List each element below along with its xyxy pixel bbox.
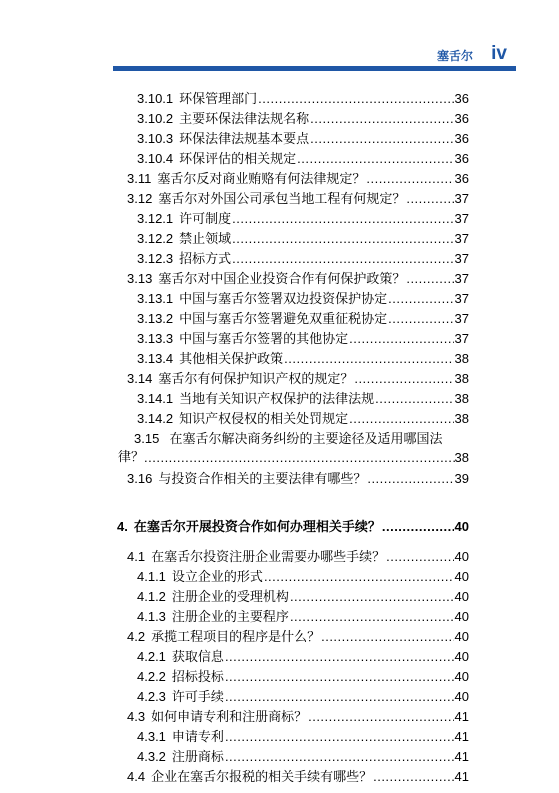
toc-entry-number: 3.10.2: [137, 111, 174, 126]
toc-leader-dots: [232, 249, 453, 268]
toc-leader-dots: [308, 707, 453, 726]
toc-entry-page: 41: [454, 749, 469, 764]
toc-entry-number: 4.3.2: [137, 749, 166, 764]
toc-entry-page: 36: [454, 111, 469, 126]
toc-entry-title: 许可制度: [179, 212, 232, 227]
toc-leader-dots: [375, 389, 453, 408]
toc-leader-dots: [144, 448, 455, 467]
toc-leader-dots: [225, 687, 454, 706]
toc-entry-number: 4.1.2: [137, 589, 166, 604]
toc-entry-page: 38: [454, 371, 469, 386]
toc-entry-number: 3.13.3: [137, 331, 174, 346]
toc-entry-number: 4.1: [127, 549, 146, 564]
toc-entry-page: 37: [454, 331, 469, 346]
toc-entry-number: 3.14: [127, 371, 153, 386]
toc-entry[interactable]: [127, 469, 469, 488]
toc-leader-dots: [264, 567, 454, 586]
toc-entry[interactable]: [137, 349, 469, 368]
toc-leader-dots: [232, 209, 453, 228]
toc-leader-dots: [321, 627, 453, 646]
toc-entry-title: 环保评估的相关规定: [179, 152, 297, 167]
toc-entry[interactable]: [127, 169, 469, 188]
toc-entry-number: 3.12: [127, 191, 153, 206]
toc-entry[interactable]: [137, 667, 469, 686]
toc-leader-dots: [225, 747, 454, 766]
toc-entry-title: 当地有关知识产权保护的法律法规: [179, 392, 375, 407]
toc-entry-number: 4.3: [127, 709, 146, 724]
toc-entry[interactable]: [127, 547, 469, 566]
toc-leader-dots: [232, 229, 453, 248]
toc-entry-title: 注册企业的主要程序: [171, 610, 289, 625]
toc-entry-title: 申请专利: [171, 730, 224, 745]
toc-leader-dots: [310, 109, 453, 128]
toc-entry-title: 在塞舌尔开展投资合作如何办理相关手续？: [133, 520, 381, 535]
toc-entry-number: 3.14.2: [137, 411, 174, 426]
toc-entry-page: 39: [454, 471, 469, 486]
toc-entry-title: 中国与塞舌尔签署双边投资保护协定: [179, 292, 388, 307]
toc-entry[interactable]: [137, 409, 469, 428]
toc-entry-title: 在塞舌尔投资注册企业需要办哪些手续？: [151, 550, 386, 565]
toc-entry-title: 主要环保法律法规名称: [179, 112, 310, 127]
toc-entry-line-1: [134, 429, 442, 449]
toc-entry[interactable]: [137, 89, 469, 108]
toc-entry-title: 塞舌尔反对商业贿赂有何法律规定？: [157, 172, 366, 187]
toc-entry[interactable]: [127, 269, 469, 288]
toc-entry-title: 与投资合作相关的主要法律有哪些？: [158, 472, 367, 487]
toc-entry-number: 3.12.2: [137, 231, 174, 246]
toc-entry[interactable]: [137, 647, 469, 666]
toc-entry-title: 注册商标: [171, 750, 224, 765]
toc-leader-dots: [406, 269, 453, 288]
toc-entry-title: 塞舌尔对外国公司承包当地工程有何规定？: [158, 192, 406, 207]
toc-entry-page: 41: [454, 709, 469, 724]
toc-entry-number: 4.3.1: [137, 729, 166, 744]
toc-entry-title: 承揽工程项目的程序是什么？: [151, 630, 321, 645]
toc-entry[interactable]: [137, 109, 469, 128]
toc-leader-dots: [225, 667, 454, 686]
toc-entry-page: 40: [454, 609, 469, 624]
toc-entry[interactable]: [127, 707, 469, 726]
toc-entry-number: 4.2.2: [137, 669, 166, 684]
toc-leader-dots: [225, 727, 454, 746]
toc-entry-title: 禁止领域: [179, 232, 232, 247]
toc-entry-number: 4.2: [127, 629, 146, 644]
toc-entry-page: 37: [454, 311, 469, 326]
toc-entry-number: 3.12.1: [137, 211, 174, 226]
toc-entry-number: 3.12.3: [137, 251, 174, 266]
toc-entry-page: 37: [454, 231, 469, 246]
toc-leader-dots: [354, 369, 453, 388]
toc-entry-title: 招标方式: [179, 252, 232, 267]
toc-entry-number: 3.10.1: [137, 91, 174, 106]
toc-entry-page: 37: [454, 191, 469, 206]
toc-leader-dots: [366, 169, 453, 188]
toc-leader-dots: [225, 647, 454, 666]
toc-entry-title: 中国与塞舌尔签署的其他协定: [179, 332, 349, 347]
toc-entry-title: 许可手续: [171, 690, 224, 705]
toc-entry-page: 38: [454, 391, 469, 406]
toc-entry-page: 40: [454, 589, 469, 604]
toc-leader-dots: [406, 189, 453, 208]
toc-entry-page: 40: [454, 629, 469, 644]
toc-chapter-entry[interactable]: [117, 517, 469, 536]
toc-entry-title: 注册企业的受理机构: [171, 590, 289, 605]
toc-entry-title: 其他相关保护政策: [179, 352, 284, 367]
toc-entry-number: 3.13: [127, 271, 153, 286]
toc-leader-dots: [382, 517, 454, 536]
toc-leader-dots: [367, 469, 453, 488]
toc-entry-page: 36: [454, 151, 469, 166]
toc-entry-number: 4.1.1: [137, 569, 166, 584]
toc-entry-title: 知识产权侵权的相关处罚规定: [179, 412, 349, 427]
toc-entry[interactable]: [137, 289, 469, 308]
toc-entry-page: 38: [454, 411, 469, 426]
toc-entry-number: 3.11: [127, 171, 152, 186]
toc-entry[interactable]: [137, 329, 469, 348]
toc-entry-page: 41: [454, 729, 469, 744]
toc-entry-page: 37: [454, 251, 469, 266]
toc-leader-dots: [284, 349, 453, 368]
toc-entry[interactable]: [127, 627, 469, 646]
toc-entry-number: 4.1.3: [137, 609, 166, 624]
toc-leader-dots: [290, 607, 454, 626]
toc-entry[interactable]: [127, 767, 469, 786]
running-header-title: 塞舌尔: [436, 49, 473, 63]
header-rule: [113, 66, 516, 71]
toc-leader-dots: [388, 289, 453, 308]
toc-entry-page: 37: [454, 211, 469, 226]
toc-entry-number: 3.13.4: [137, 351, 174, 366]
toc-entry[interactable]: [127, 369, 469, 388]
toc-entry-number: 4.2.3: [137, 689, 166, 704]
toc-entry-page: 36: [454, 171, 469, 186]
toc-leader-dots: [388, 309, 453, 328]
toc-entry-title: 环保管理部门: [179, 92, 258, 107]
toc-entry-title: 中国与塞舌尔签署避免双重征税协定: [179, 312, 388, 327]
toc-entry-number: 4.2.1: [137, 649, 166, 664]
toc-entry[interactable]: [137, 747, 469, 766]
toc-entry-page: 38: [454, 351, 469, 366]
toc-entry-number: 3.10.4: [137, 151, 174, 166]
toc-leader-dots: [290, 587, 454, 606]
toc-entry-page: 37: [454, 271, 469, 286]
toc-entry-title: 在塞舌尔解决商务纠纷的主要途径及适用哪国法: [169, 432, 443, 447]
toc-entry-number: 4.: [117, 519, 128, 534]
toc-entry[interactable]: [0, 429, 559, 467]
toc-entry[interactable]: [137, 249, 469, 268]
toc-leader-dots: [310, 129, 453, 148]
toc-entry[interactable]: [137, 727, 469, 746]
toc-entry[interactable]: [137, 587, 469, 606]
toc-entry-page: 40: [454, 689, 469, 704]
toc-leader-dots: [386, 547, 453, 566]
toc-entry[interactable]: [137, 389, 469, 408]
toc-entry-page: 40: [454, 569, 469, 584]
toc-entry-title: 招标投标: [171, 670, 224, 685]
toc-entry-title: 塞舌尔有何保护知识产权的规定？: [158, 372, 354, 387]
toc-leader-dots: [297, 149, 453, 168]
toc-entry-page: 36: [454, 91, 469, 106]
toc-entry-page: 40: [454, 549, 469, 564]
toc-entry-number: 3.16: [127, 471, 153, 486]
toc-entry[interactable]: [127, 189, 469, 208]
toc-leader-dots: [349, 409, 453, 428]
toc-entry[interactable]: [137, 229, 469, 248]
toc-entry-line-2: [118, 448, 469, 467]
toc-entry-page: 38: [454, 450, 469, 465]
toc-entry-number: 3.15: [134, 431, 160, 446]
toc-leader-dots: [373, 767, 453, 786]
toc-entry-title: 环保法律法规基本要点: [179, 132, 310, 147]
toc-entry-page: 40: [454, 669, 469, 684]
toc-entry-title: 设立企业的形式: [171, 570, 263, 585]
toc-entry-title: 企业在塞舌尔报税的相关手续有哪些？: [151, 770, 373, 785]
toc-entry-page: 37: [454, 291, 469, 306]
toc-entry-title: 如何申请专利和注册商标？: [151, 710, 308, 725]
toc-leader-dots: [349, 329, 453, 348]
toc-entry-page: 40: [454, 649, 469, 664]
toc-entry[interactable]: [137, 209, 469, 228]
toc-entry-number: 3.10.3: [137, 131, 174, 146]
toc-entry-number: 3.13.2: [137, 311, 174, 326]
toc-entry[interactable]: [137, 149, 469, 168]
toc-entry-number: 3.13.1: [137, 291, 174, 306]
toc-leader-dots: [258, 89, 453, 108]
toc-entry[interactable]: [137, 309, 469, 328]
toc-entry[interactable]: [137, 567, 469, 586]
toc-entry-title-continued: 律？: [118, 450, 145, 465]
toc-entry-number: 4.4: [127, 769, 146, 784]
toc-entry[interactable]: [137, 687, 469, 706]
toc-entry-title: 获取信息: [171, 650, 224, 665]
toc-entry[interactable]: [137, 607, 469, 626]
toc-entry[interactable]: [137, 129, 469, 148]
toc-entry-page: 36: [454, 131, 469, 146]
page-number: iv: [491, 43, 507, 64]
toc-entry-title: 塞舌尔对中国企业投资合作有何保护政策？: [158, 272, 406, 287]
toc-entry-page: 41: [454, 769, 469, 784]
toc-entry-page: 40: [454, 519, 469, 534]
toc-entry-number: 3.14.1: [137, 391, 174, 406]
